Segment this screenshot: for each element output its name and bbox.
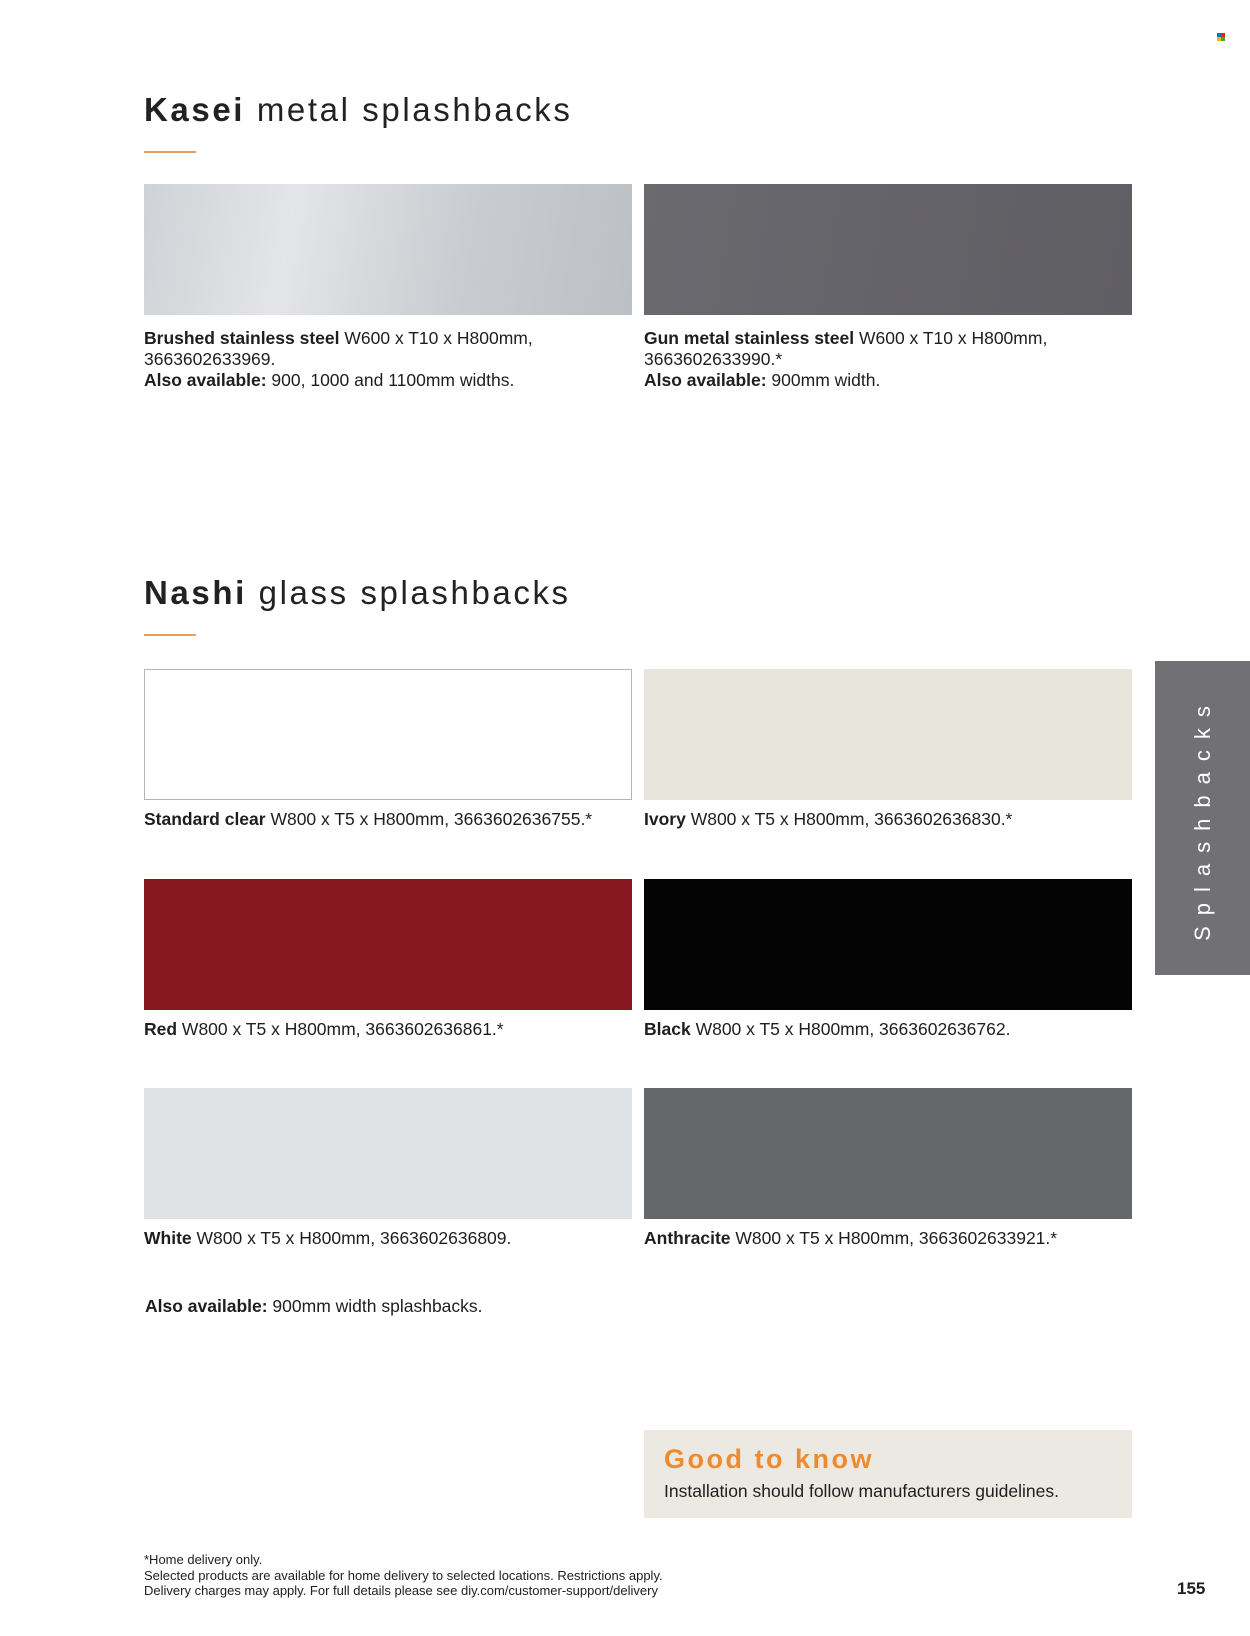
product-detail: W800 x T5 x H800mm, 3663602636755.* [265, 809, 593, 829]
kasei-title-bold: Kasei [144, 91, 246, 128]
ivory-caption [644, 809, 1144, 830]
anthracite-caption [644, 1228, 1144, 1249]
product-name: Anthracite [644, 1228, 731, 1248]
nashi-title-rest: glass splashbacks [246, 574, 571, 611]
nashi-section-title [144, 574, 571, 612]
also-available-label: Also available: [144, 370, 267, 390]
anthracite-swatch [644, 1088, 1132, 1219]
brushed-steel-caption [144, 328, 644, 391]
ivory-swatch [644, 669, 1132, 800]
kasei-title-rest: metal splashbacks [245, 91, 573, 128]
footnote-line: *Home delivery only. [144, 1552, 263, 1567]
product-detail: W800 x T5 x H800mm, 3663602636762. [690, 1019, 1011, 1039]
white-swatch [144, 1088, 632, 1219]
product-name: Gun metal stainless steel [644, 328, 855, 348]
product-detail: W600 x T10 x H800mm, 3663602633969. [144, 328, 533, 369]
red-caption [144, 1019, 644, 1040]
product-name: Brushed stainless steel [144, 328, 340, 348]
product-name: Red [144, 1019, 178, 1039]
gun-metal-swatch [644, 184, 1132, 315]
side-tab-label: Splashbacks [1189, 695, 1215, 941]
also-available-value: 900mm width. [766, 370, 881, 390]
product-detail: W800 x T5 x H800mm, 3663602636809. [191, 1228, 512, 1248]
good-to-know-box [644, 1430, 1132, 1518]
footnote-line: Delivery charges may apply. For full details please see diy.com/customer-support/delivery [144, 1583, 658, 1598]
also-available-value: 900, 1000 and 1100mm widths. [266, 370, 515, 390]
corner-logo-mark [1217, 33, 1225, 41]
product-name: Ivory [644, 809, 686, 829]
kasei-accent-rule [144, 151, 196, 153]
also-available-value: 900mm width splashbacks. [267, 1296, 483, 1316]
black-swatch [644, 879, 1132, 1010]
good-to-know-text: Installation should follow manufacturers guidelines. [664, 1481, 1059, 1501]
red-swatch [144, 879, 632, 1010]
black-caption [644, 1019, 1144, 1040]
section-side-tab [1155, 661, 1250, 975]
product-name: Black [644, 1019, 691, 1039]
footnote-line: Selected products are available for home delivery to selected locations. Restrictions apply. [144, 1567, 663, 1583]
nashi-title-bold: Nashi [144, 574, 247, 611]
nashi-also-available [145, 1296, 483, 1317]
standard-clear-swatch [144, 669, 632, 800]
white-caption [144, 1228, 644, 1249]
gun-metal-caption [644, 328, 1144, 391]
also-available-label: Also available: [145, 1296, 268, 1316]
brushed-steel-swatch [144, 184, 632, 315]
product-name: White [144, 1228, 192, 1248]
product-name: Standard clear [144, 809, 266, 829]
footnotes [144, 1552, 663, 1599]
good-to-know-title: Good to know [664, 1444, 874, 1474]
product-detail: W800 x T5 x H800mm, 3663602636830.* [685, 809, 1013, 829]
product-detail: W800 x T5 x H800mm, 3663602633921.* [730, 1228, 1058, 1248]
product-detail: W600 x T10 x H800mm, 3663602633990.* [644, 328, 1048, 369]
product-detail: W800 x T5 x H800mm, 3663602636861.* [177, 1019, 504, 1039]
page-number: 155 [1177, 1579, 1206, 1598]
kasei-section-title [144, 91, 573, 129]
standard-clear-caption [144, 809, 644, 830]
nashi-accent-rule [144, 634, 196, 636]
also-available-label: Also available: [644, 370, 767, 390]
